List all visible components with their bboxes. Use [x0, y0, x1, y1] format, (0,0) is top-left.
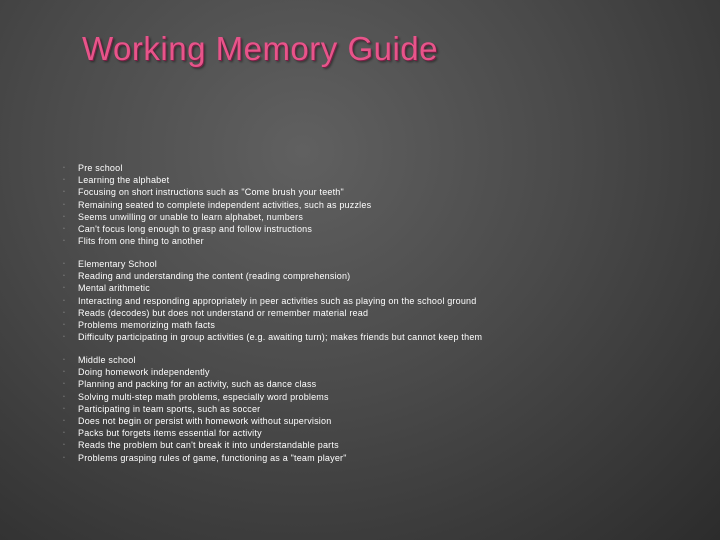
- bullet-item: [0, 186, 720, 198]
- bullet-text: Flits from one thing to another: [78, 236, 204, 247]
- bullet-icon: ▫: [63, 381, 65, 388]
- bullet-item: [0, 427, 720, 439]
- bullet-icon: ▫: [63, 201, 65, 208]
- section-preschool: [0, 162, 720, 247]
- bullet-item: [0, 162, 720, 174]
- bullet-item: [0, 282, 720, 294]
- bullet-icon: ▫: [63, 213, 65, 220]
- bullet-item: [0, 378, 720, 390]
- bullet-text: Participating in team sports, such as soccer: [78, 403, 261, 414]
- bullet-text: Elementary School: [78, 259, 157, 269]
- bullet-icon: ▫: [63, 454, 65, 461]
- bullet-icon: ▫: [63, 165, 65, 171]
- bullet-text: Can't focus long enough to grasp and follow instructions: [78, 223, 313, 234]
- bullet-text: Learning the alphabet: [78, 175, 170, 186]
- bullet-icon: ▫: [63, 357, 65, 363]
- section-elementary-school: [0, 258, 720, 343]
- bullet-icon: ▫: [63, 309, 65, 316]
- bullet-text: Doing homework independently: [78, 367, 210, 378]
- bullet-item: [0, 415, 720, 427]
- bullet-text: Reading and understanding the content (reading comprehension): [78, 271, 351, 282]
- section-middle-school: [0, 354, 720, 464]
- bullet-text: Problems grasping rules of game, functioning as a "team player": [78, 452, 347, 463]
- bullet-text: Planning and packing for an activity, such as dance class: [78, 379, 317, 390]
- bullet-icon: ▫: [63, 430, 65, 437]
- bullet-item: [0, 235, 720, 247]
- bullet-item: [0, 354, 720, 366]
- bullet-item: [0, 295, 720, 307]
- bullet-icon: ▫: [63, 285, 65, 292]
- bullet-icon: ▫: [63, 369, 65, 376]
- bullet-text: Reads (decodes) but does not understand or remember material read: [78, 307, 369, 318]
- bullet-icon: ▫: [63, 393, 65, 400]
- bullet-item: [0, 403, 720, 415]
- bullet-item: [0, 174, 720, 186]
- bullet-icon: ▫: [63, 261, 65, 267]
- bullet-text: Interacting and responding appropriately in peer activities such as playing on the school ground: [78, 295, 477, 306]
- bullet-item: [0, 319, 720, 331]
- bullet-item: [0, 331, 720, 343]
- bullet-icon: ▫: [63, 273, 65, 280]
- bullet-text: Pre school: [78, 163, 123, 173]
- bullet-text: Difficulty participating in group activities (e.g. awaiting turn); makes friends but cannot keep them: [78, 332, 483, 343]
- bullet-item: [0, 223, 720, 235]
- bullet-text: Packs but forgets items essential for activity: [78, 428, 262, 439]
- bullet-icon: ▫: [63, 417, 65, 424]
- bullet-text: Mental arithmetic: [78, 283, 150, 294]
- bullet-item: [0, 211, 720, 223]
- bullet-item: [0, 439, 720, 451]
- bullet-icon: ▫: [63, 405, 65, 412]
- bullet-text: Reads the problem but can't break it into understandable parts: [78, 440, 339, 451]
- bullet-item: [0, 391, 720, 403]
- bullet-icon: ▫: [63, 189, 65, 196]
- bullet-icon: ▫: [63, 177, 65, 184]
- bullet-icon: ▫: [63, 297, 65, 304]
- bullet-text: Problems memorizing math facts: [78, 319, 216, 330]
- bullet-icon: ▫: [63, 334, 65, 341]
- bullet-text: Does not begin or persist with homework without supervision: [78, 415, 332, 426]
- bullet-icon: ▫: [63, 321, 65, 328]
- bullet-icon: ▫: [63, 225, 65, 232]
- slide-title: Working Memory Guide: [82, 30, 439, 67]
- bullet-text: Solving multi-step math problems, especially word problems: [78, 391, 329, 402]
- bullet-text: Seems unwilling or unable to learn alphabet, numbers: [78, 211, 304, 222]
- bullet-item: [0, 258, 720, 270]
- bullet-item: [0, 307, 720, 319]
- bullet-item: [0, 452, 720, 464]
- bullet-item: [0, 199, 720, 211]
- bullet-icon: ▫: [63, 238, 65, 245]
- bullet-item: [0, 366, 720, 378]
- bullet-text: Focusing on short instructions such as "Come brush your teeth": [78, 187, 344, 198]
- bullet-icon: ▫: [63, 442, 65, 449]
- bullet-item: [0, 270, 720, 282]
- bullet-text: Remaining seated to complete independent activities, such as puzzles: [78, 199, 372, 210]
- bullet-text: Middle school: [78, 355, 136, 365]
